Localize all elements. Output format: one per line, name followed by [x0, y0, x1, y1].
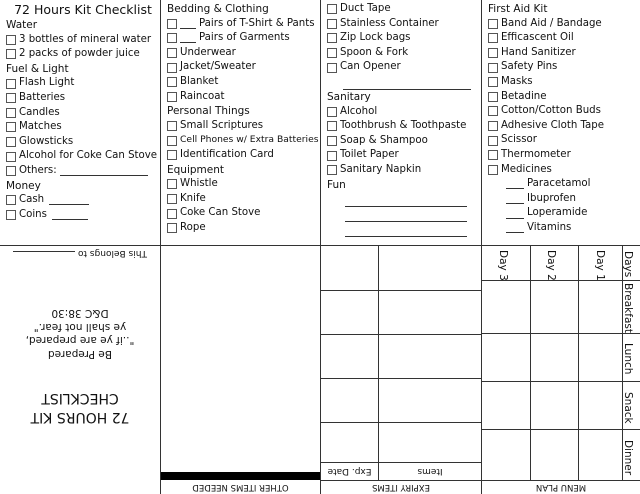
other-items-bar	[161, 472, 320, 480]
checkbox[interactable]	[167, 223, 177, 233]
checkbox[interactable]	[327, 165, 337, 175]
page-title: 72 Hours Kit Checklist	[14, 2, 152, 17]
checklist-item[interactable]: Spoon & Fork	[327, 46, 481, 61]
checkbox[interactable]	[167, 92, 177, 102]
cash-blank[interactable]	[49, 195, 89, 205]
checkbox[interactable]	[488, 106, 498, 116]
checkbox[interactable]	[6, 166, 16, 176]
belongs-to-line[interactable]: This Belongs to	[0, 248, 160, 260]
checklist-item[interactable]: Flash Light	[6, 76, 160, 91]
equipment-heading: Equipment	[167, 163, 224, 176]
checkbox[interactable]	[167, 19, 177, 29]
column-misc-sanitary-fun	[321, 0, 481, 245]
medicine-item[interactable]: Ibuprofen	[488, 192, 640, 207]
day-2: Day 2	[545, 250, 557, 281]
checkbox[interactable]	[6, 79, 16, 89]
fun-blank-line[interactable]	[345, 207, 467, 222]
checklist-item[interactable]: Toilet Paper	[327, 148, 481, 163]
checklist-item[interactable]: Alcohol for Coke Can Stove	[6, 149, 160, 164]
checkbox[interactable]	[327, 136, 337, 146]
others-blank[interactable]	[60, 166, 148, 176]
checklist-item[interactable]: Stainless Container	[327, 17, 481, 32]
column-water-fuel-money	[0, 0, 160, 245]
menu-plan-label: MENU PLAN	[535, 482, 587, 492]
checkbox[interactable]	[6, 195, 16, 205]
checkbox[interactable]	[488, 19, 498, 29]
fuel-heading: Fuel & Light	[6, 62, 69, 75]
days-header: Days	[622, 251, 634, 278]
checklist-item[interactable]: Coke Can Stove	[167, 206, 320, 221]
checkbox[interactable]	[488, 136, 498, 146]
cover-quote: Be Prepared "..if ye are prepared, ye shall not fear." D&C 38:30	[25, 307, 135, 360]
checklist-item[interactable]: Medicines	[488, 163, 640, 178]
checklist-item[interactable]: Cell Phones w/ Extra Batteries	[167, 133, 320, 148]
medicine-item[interactable]: Vitamins	[488, 221, 640, 236]
checkbox[interactable]	[167, 63, 177, 73]
checkbox[interactable]	[6, 35, 16, 45]
meal-breakfast: Breakfast	[622, 283, 634, 333]
column-first-aid	[482, 0, 640, 245]
checkbox[interactable]	[167, 121, 177, 131]
checklist-item[interactable]: Betadine	[488, 90, 640, 105]
checklist-item[interactable]: Underwear	[167, 46, 320, 61]
meal-snack: Snack	[622, 392, 634, 424]
checkbox[interactable]	[488, 121, 498, 131]
checkbox[interactable]	[6, 93, 16, 103]
checklist-item[interactable]: Adhesive Cloth Tape	[488, 119, 640, 134]
checkbox[interactable]	[167, 209, 177, 219]
water-heading: Water	[6, 19, 38, 31]
misc-blank-line[interactable]	[343, 75, 471, 90]
day-1: Day 1	[594, 250, 606, 281]
checkbox[interactable]	[327, 63, 337, 73]
checkbox[interactable]	[167, 33, 177, 43]
checkbox[interactable]	[327, 48, 337, 58]
checkbox[interactable]	[6, 137, 16, 147]
checklist-item[interactable]: Efficascent Oil	[488, 31, 640, 46]
bedding-heading: Bedding & Clothing	[167, 3, 269, 15]
checklist-item[interactable]: Raincoat	[167, 90, 320, 105]
checklist-item[interactable]: Alcohol	[327, 105, 481, 120]
firstaid-heading: First Aid Kit	[488, 3, 548, 15]
checklist-item[interactable]: Jacket/Sweater	[167, 60, 320, 75]
checklist-item[interactable]: 2 packs of powder juice	[6, 47, 160, 62]
sanitary-heading: Sanitary	[327, 90, 371, 103]
checkbox[interactable]	[327, 19, 337, 29]
checkbox[interactable]	[167, 77, 177, 87]
checklist-item[interactable]: Masks	[488, 75, 640, 90]
checklist-item[interactable]: Whistle	[167, 177, 320, 192]
checkbox[interactable]	[6, 210, 16, 220]
checkbox[interactable]	[167, 150, 177, 160]
checklist-item[interactable]: Duct Tape	[327, 2, 481, 17]
money-heading: Money	[6, 179, 41, 192]
checkbox[interactable]	[327, 33, 337, 43]
checklist-item[interactable]: 3 bottles of mineral water	[6, 33, 160, 48]
checklist-item[interactable]: Pairs of Garments	[167, 31, 320, 46]
checkbox[interactable]	[488, 77, 498, 87]
checkbox[interactable]	[6, 49, 16, 59]
checklist-item[interactable]: Soap & Shampoo	[327, 134, 481, 149]
checklist-item[interactable]: Small Scriptures	[167, 119, 320, 134]
checklist-item[interactable]: Zip Lock bags	[327, 31, 481, 46]
checkbox[interactable]	[167, 179, 177, 189]
checkbox[interactable]	[488, 33, 498, 43]
fun-heading: Fun	[327, 178, 346, 191]
checklist-item[interactable]: Cash	[6, 193, 160, 208]
checkbox[interactable]	[488, 48, 498, 58]
checklist-item[interactable]: Matches	[6, 120, 160, 135]
checklist-item[interactable]: Pairs of T-Shirt & Pants	[167, 17, 320, 32]
checkbox[interactable]	[6, 108, 16, 118]
checkbox[interactable]	[327, 121, 337, 131]
checkbox[interactable]	[167, 48, 177, 58]
checkbox[interactable]	[488, 63, 498, 73]
fun-blank-line[interactable]	[345, 222, 467, 237]
meal-dinner: Dinner	[622, 440, 634, 476]
checklist-item[interactable]: Coins	[6, 208, 160, 223]
checkbox[interactable]	[488, 165, 498, 175]
expiry-col-items: Items	[417, 466, 443, 476]
checkbox[interactable]	[488, 92, 498, 102]
checklist-item[interactable]: Knife	[167, 192, 320, 207]
expiry-col-date: Exp. Date	[327, 466, 372, 476]
checkbox[interactable]	[167, 194, 177, 204]
checklist-item[interactable]: Safety Pins	[488, 60, 640, 75]
checklist-item[interactable]: Rope	[167, 221, 320, 236]
checkbox[interactable]	[167, 136, 177, 146]
checklist-item[interactable]: Toothbrush & Toothpaste	[327, 119, 481, 134]
checklist-item-others[interactable]: Others:	[6, 164, 160, 179]
checkbox[interactable]	[327, 4, 337, 14]
medicine-item[interactable]: Loperamide	[488, 206, 640, 221]
checklist-item[interactable]: Scissor	[488, 133, 640, 148]
checkbox[interactable]	[327, 107, 337, 117]
checkbox[interactable]	[6, 122, 16, 132]
column-bedding-personal-equipment	[161, 0, 320, 245]
medicine-item[interactable]: Paracetamol	[488, 177, 640, 192]
checklist-item[interactable]: Hand Sanitizer	[488, 46, 640, 61]
checkbox[interactable]	[327, 151, 337, 161]
checklist-item[interactable]: Sanitary Napkin	[327, 163, 481, 178]
coins-blank[interactable]	[52, 210, 88, 220]
checklist-item[interactable]: Identification Card	[167, 148, 320, 163]
cover-title: 72 HOURS KIT CHECKLIST	[30, 390, 130, 425]
checklist-item[interactable]: Cotton/Cotton Buds	[488, 104, 640, 119]
fun-blank-line[interactable]	[345, 192, 467, 207]
checkbox[interactable]	[488, 150, 498, 160]
checkbox[interactable]	[6, 152, 16, 162]
checklist-item[interactable]: Batteries	[6, 91, 160, 106]
other-items-label: OTHER ITEMS NEEDED	[192, 482, 289, 492]
checklist-item[interactable]: Blanket	[167, 75, 320, 90]
checklist-item[interactable]: Candles	[6, 106, 160, 121]
meal-lunch: Lunch	[622, 343, 634, 375]
expiry-label: EXPIRY ITEMS	[372, 482, 430, 492]
checklist-item[interactable]: Can Opener	[327, 60, 481, 75]
checklist-item[interactable]: Glowsticks	[6, 135, 160, 150]
checklist-item[interactable]: Thermometer	[488, 148, 640, 163]
personal-heading: Personal Things	[167, 105, 250, 118]
day-3: Day 3	[497, 250, 509, 281]
checklist-item[interactable]: Band Aid / Bandage	[488, 17, 640, 32]
